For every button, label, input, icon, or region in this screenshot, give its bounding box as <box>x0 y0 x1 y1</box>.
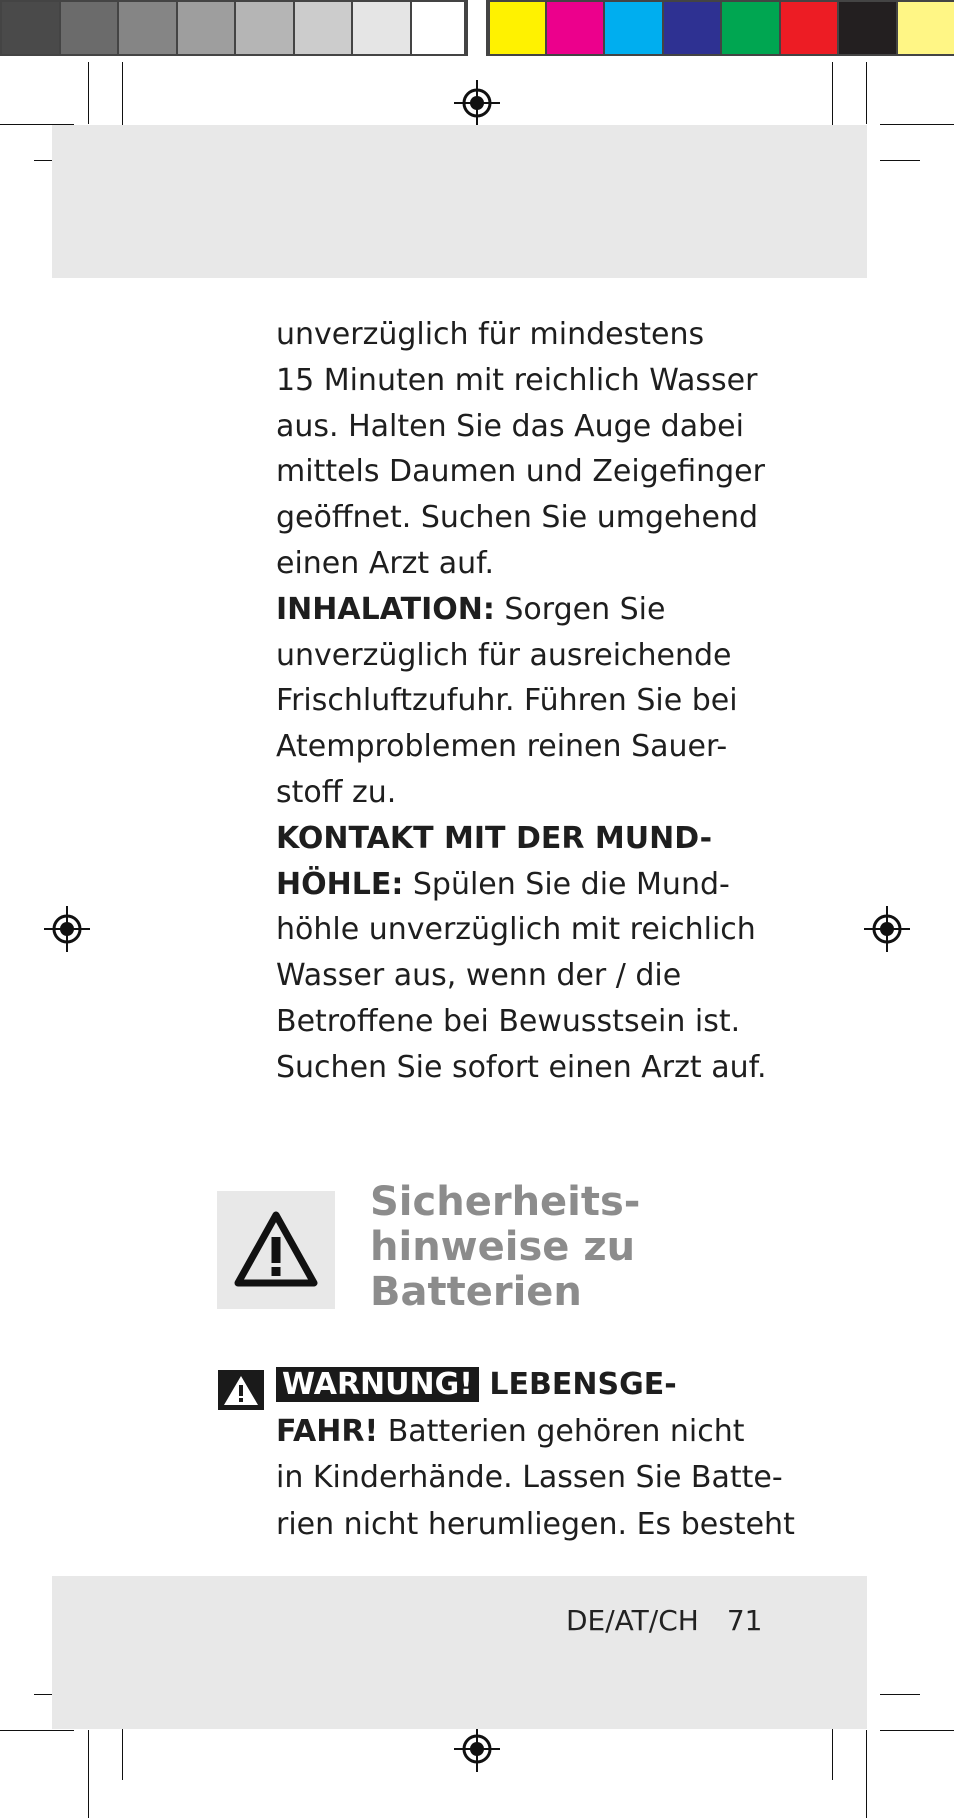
contact-label: HÖHLE: <box>276 866 404 902</box>
bottom-gray-panel <box>52 1576 867 1729</box>
gray-swatch <box>176 0 235 56</box>
crop-mark <box>88 62 89 124</box>
warning-block <box>276 1362 795 1548</box>
gray-swatch <box>410 0 469 56</box>
text-line: einen Arzt auf. <box>276 545 495 581</box>
text-line: in Kinderhände. Lassen Sie Batte- <box>276 1460 783 1495</box>
text-line <box>276 587 756 633</box>
text-line: Wasser aus, wenn der / die <box>276 958 682 994</box>
warning-label: WARNUNG! <box>276 1367 479 1402</box>
title-line: hinweise zu <box>370 1224 636 1270</box>
gray-swatch <box>293 0 352 56</box>
first-aid-text <box>276 312 767 1091</box>
page-footer <box>566 1604 762 1637</box>
region-label: DE/AT/CH <box>566 1604 699 1637</box>
text-fragment: Batterien gehören nicht <box>378 1413 745 1449</box>
red-swatch <box>779 0 838 56</box>
section-title <box>370 1180 730 1315</box>
registration-mark-icon <box>454 80 500 126</box>
warning-heading-line <box>276 1362 756 1409</box>
gray-swatch <box>59 0 118 56</box>
yellow-swatch <box>486 0 545 56</box>
text-line: Betroffene bei Bewusstsein ist. <box>276 1003 741 1039</box>
black-swatch <box>837 0 896 56</box>
title-line: Sicherheits- <box>370 1179 641 1225</box>
crop-mark <box>832 62 833 134</box>
warning-heading: LEBENSGE- <box>478 1367 677 1402</box>
crop-mark <box>122 1720 123 1780</box>
top-gray-panel <box>52 125 867 278</box>
gray-swatch <box>234 0 293 56</box>
color-calibration-bar <box>486 0 954 60</box>
gray-swatch <box>351 0 410 56</box>
crop-mark <box>880 1694 920 1695</box>
inhalation-label: INHALATION: <box>276 591 495 627</box>
text-line: stoff zu. <box>276 774 397 810</box>
gray-swatch <box>0 0 59 56</box>
registration-mark-icon <box>864 906 910 952</box>
crop-mark <box>0 1730 74 1731</box>
text-fragment: Spülen Sie die Mund- <box>403 866 730 902</box>
text-line <box>276 862 756 908</box>
text-line: 15 Minuten mit reichlich Wasser <box>276 362 758 398</box>
text-line: geöffnet. Suchen Sie umgehend <box>276 500 759 536</box>
text-line: mittels Daumen und Zeigefinger <box>276 454 765 490</box>
title-line: Batterien <box>370 1269 582 1315</box>
crop-mark <box>866 62 867 124</box>
text-line: aus. Halten Sie das Auge dabei <box>276 408 744 444</box>
green-swatch <box>720 0 779 56</box>
crop-mark <box>880 124 954 125</box>
warning-heading: FAHR! <box>276 1413 379 1449</box>
text-line: Atemproblemen reinen Sauer- <box>276 729 728 765</box>
text-line: Suchen Sie sofort einen Arzt auf. <box>276 1049 767 1085</box>
gray-calibration-bar <box>0 0 468 60</box>
gray-swatch <box>117 0 176 56</box>
magenta-swatch <box>545 0 604 56</box>
blue-swatch <box>662 0 721 56</box>
crop-mark <box>88 1730 89 1818</box>
text-line: rien nicht herumliegen. Es besteht <box>276 1506 795 1542</box>
crop-mark <box>122 62 123 134</box>
warning-triangle-icon <box>233 1209 319 1289</box>
cyan-swatch <box>603 0 662 56</box>
text-line <box>276 1409 756 1456</box>
section-icon-box <box>217 1191 335 1309</box>
text-line: Frischluftzufuhr. Führen Sie bei <box>276 683 738 719</box>
crop-mark <box>880 1730 954 1731</box>
text-line: unverzüglich für mindestens <box>276 317 705 352</box>
crop-mark <box>880 160 920 161</box>
crop-mark <box>866 1730 867 1818</box>
text-line <box>276 816 756 862</box>
text-line: unverzüglich für ausreichende <box>276 637 732 673</box>
text-line: höhle unverzüglich mit reichlich <box>276 912 756 948</box>
text-fragment: Sorgen Sie <box>494 591 666 627</box>
registration-mark-icon <box>44 906 90 952</box>
crop-mark <box>832 1720 833 1780</box>
contact-label: KONTAKT MIT DER MUND- <box>276 820 713 856</box>
page-number: 71 <box>726 1604 763 1637</box>
registration-mark-icon <box>454 1726 500 1772</box>
light-yellow-swatch <box>896 0 954 56</box>
warning-icon <box>218 1370 264 1410</box>
